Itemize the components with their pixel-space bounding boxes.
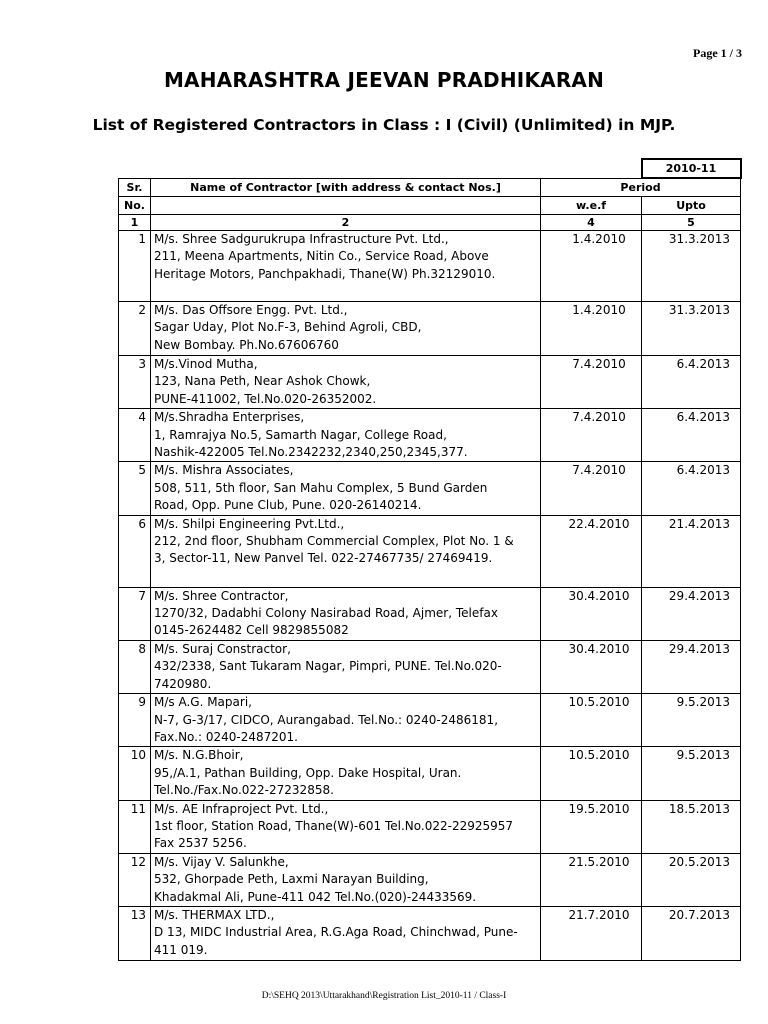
contractor-line: 211, Meena Apartments, Nitin Co., Service Road, Above	[154, 249, 489, 264]
table-row	[119, 694, 741, 747]
table-row	[119, 231, 741, 302]
wef-date: 1.4.2010	[541, 302, 642, 356]
contractor-line: N-7, G-3/17, CIDCO, Aurangabad. Tel.No.: 0240-2486181,	[154, 712, 499, 727]
document-title: MAHARASHTRA JEEVAN PRADHIKARAN	[163, 68, 605, 92]
contractor-line: M/s. Das Offsore Engg. Pvt. Ltd.,	[154, 303, 348, 317]
col-number: 1	[119, 215, 151, 231]
wef-date: 30.4.2010	[541, 587, 642, 640]
sr-number: 9	[119, 694, 151, 747]
table-row	[119, 640, 741, 693]
wef-date: 30.4.2010	[541, 640, 642, 693]
contractor-line: 411 019.	[154, 942, 208, 957]
contractor-line: 7420980.	[154, 676, 212, 691]
upto-date: 31.3.2013	[642, 302, 741, 356]
upto-date: 6.4.2013	[642, 356, 741, 409]
contractor-line: D 13, MIDC Industrial Area, R.G.Aga Road, Chinchwad, Pune-	[154, 925, 518, 940]
contractor-line: M/s. Shree Sadgurukrupa Infrastructure Pvt. Ltd.,	[154, 232, 449, 246]
no-header: No.	[119, 197, 151, 215]
contractor-line: M/s. THERMAX LTD.,	[154, 907, 275, 922]
contractor-line: Nashik-422005 Tel.No.2342232,2340,250,2345,377.	[154, 445, 468, 460]
table-row	[119, 853, 741, 906]
contractor-line: M/s. Shree Contractor,	[154, 588, 289, 603]
year-row	[119, 159, 741, 178]
contractor-details	[151, 515, 541, 587]
upto-date: 18.5.2013	[642, 800, 741, 853]
wef-date: 22.4.2010	[541, 515, 642, 587]
header-row-2	[119, 197, 741, 215]
contractor-details	[151, 906, 541, 960]
contractor-line: 123, Nana Peth, Near Ashok Chowk,	[154, 374, 371, 389]
contractor-line: 1st floor, Station Road, Thane(W)-601 Tel.No.022-22925957	[154, 818, 514, 833]
upto-date: 20.7.2013	[642, 906, 741, 960]
contractor-details	[151, 747, 541, 800]
contractor-line: Fax.No.: 0240-2487201.	[154, 729, 298, 744]
wef-date: 10.5.2010	[541, 694, 642, 747]
contractor-line: M/s.Vinod Mutha,	[154, 357, 258, 371]
period-header: Period	[541, 178, 741, 197]
contractor-details	[151, 800, 541, 853]
contractor-details	[151, 462, 541, 515]
contractor-line: M/s. AE Infraproject Pvt. Ltd.,	[154, 801, 329, 816]
contractor-line: Road, Opp. Pune Club, Pune. 020-26140214.	[154, 498, 422, 513]
table-row	[119, 409, 741, 462]
wef-date: 7.4.2010	[541, 462, 642, 515]
contractor-line: 532, Ghorpade Peth, Laxmi Narayan Building,	[154, 872, 429, 887]
sr-number: 3	[119, 356, 151, 409]
contractor-line: M/s. Vijay V. Salunkhe,	[154, 854, 289, 869]
upto-header: Upto	[642, 197, 741, 215]
contractor-line: 432/2338, Sant Tukaram Nagar, Pimpri, PUNE. Tel.No.020-	[154, 659, 502, 674]
upto-date: 31.3.2013	[642, 231, 741, 302]
contractor-details	[151, 356, 541, 409]
table-row	[119, 515, 741, 587]
contractor-line: Fax 2537 5256.	[154, 836, 247, 851]
wef-date: 7.4.2010	[541, 356, 642, 409]
contractor-line: 95,/A.1, Pathan Building, Opp. Dake Hospital, Uran.	[154, 765, 462, 780]
table-row	[119, 356, 741, 409]
upto-date: 21.4.2013	[642, 515, 741, 587]
contractor-line: 3, Sector-11, New Panvel Tel. 022-27467735/ 27469419.	[154, 551, 493, 566]
sr-number: 1	[119, 231, 151, 302]
contractor-line: 1270/32, Dadabhi Colony Nasirabad Road, Ajmer, Telefax	[154, 606, 498, 621]
sr-number: 13	[119, 906, 151, 960]
upto-date: 29.4.2013	[642, 640, 741, 693]
contractor-details	[151, 302, 541, 356]
contractor-details	[151, 409, 541, 462]
contractor-line: M/s. Suraj Constractor,	[154, 641, 291, 656]
table-row	[119, 747, 741, 800]
sr-number: 8	[119, 640, 151, 693]
sr-header: Sr.	[119, 178, 151, 197]
contractor-line: Sagar Uday, Plot No.F-3, Behind Agroli, CBD,	[154, 320, 422, 335]
name-header: Name of Contractor [with address & contact Nos.]	[151, 178, 541, 197]
wef-date: 19.5.2010	[541, 800, 642, 853]
sr-number: 4	[119, 409, 151, 462]
contractor-details	[151, 853, 541, 906]
column-number-row	[119, 215, 741, 231]
wef-header: w.e.f	[541, 197, 642, 215]
sr-number: 10	[119, 747, 151, 800]
contractor-line: M/s.Shradha Enterprises,	[154, 410, 305, 425]
contractor-line: Khadakmal Ali, Pune-411 042 Tel.No.(020)-24433569.	[154, 889, 477, 904]
sr-number: 6	[119, 515, 151, 587]
upto-date: 9.5.2013	[642, 747, 741, 800]
contractor-line: 1, Ramrajya No.5, Samarth Nagar, College Road,	[154, 427, 447, 442]
upto-date: 6.4.2013	[642, 409, 741, 462]
upto-date: 29.4.2013	[642, 587, 741, 640]
table-row	[119, 302, 741, 356]
col-number: 5	[642, 215, 741, 231]
contractor-line: PUNE-411002, Tel.No.020-26352002.	[154, 391, 377, 406]
sr-number: 2	[119, 302, 151, 356]
sr-number: 5	[119, 462, 151, 515]
col-number: 2	[151, 215, 541, 231]
upto-date: 9.5.2013	[642, 694, 741, 747]
upto-date: 20.5.2013	[642, 853, 741, 906]
contractor-details	[151, 587, 541, 640]
document-subtitle: List of Registered Contractors in Class : I (Civil) (Unlimited) in MJP.	[92, 116, 676, 134]
contractor-line: Heritage Motors, Panchpakhadi, Thane(W) Ph.32129010.	[154, 266, 496, 281]
contractor-line: M/s. N.G.Bhoir,	[154, 748, 244, 763]
contractor-line: 212, 2nd floor, Shubham Commercial Complex, Plot No. 1 &	[154, 534, 514, 549]
contractor-line: 508, 511, 5th floor, San Mahu Complex, 5 Bund Garden	[154, 480, 488, 495]
contractors-table	[118, 158, 742, 961]
table-row	[119, 800, 741, 853]
upto-date: 6.4.2013	[642, 462, 741, 515]
wef-date: 21.7.2010	[541, 906, 642, 960]
contractor-line: M/s. Mishra Associates,	[154, 463, 294, 478]
wef-date: 21.5.2010	[541, 853, 642, 906]
contractor-line: 0145-2624482 Cell 9829855082	[154, 623, 349, 638]
wef-date: 10.5.2010	[541, 747, 642, 800]
sr-number: 7	[119, 587, 151, 640]
wef-date: 1.4.2010	[541, 231, 642, 302]
contractor-details	[151, 640, 541, 693]
header-row-1	[119, 178, 741, 197]
contractor-line: M/s A.G. Mapari,	[154, 695, 252, 710]
sr-number: 12	[119, 853, 151, 906]
footer-path: D:\SEHQ 2013\Uttarakhand\Registration List_2010-11 / Class-I	[261, 991, 507, 1001]
col-number: 4	[541, 215, 642, 231]
wef-date: 7.4.2010	[541, 409, 642, 462]
table-row	[119, 906, 741, 960]
contractor-line: Tel.No./Fax.No.022-27232858.	[154, 783, 334, 798]
contractor-line: M/s. Shilpi Engineering Pvt.Ltd.,	[154, 516, 345, 531]
table-row	[119, 462, 741, 515]
table-row	[119, 587, 741, 640]
year-header: 2010-11	[642, 159, 741, 178]
name-header-cont	[151, 197, 541, 215]
contractor-details	[151, 231, 541, 302]
contractor-line: New Bombay. Ph.No.67606760	[154, 337, 339, 352]
page-number: Page 1 / 3	[693, 46, 742, 60]
contractor-details	[151, 694, 541, 747]
sr-number: 11	[119, 800, 151, 853]
